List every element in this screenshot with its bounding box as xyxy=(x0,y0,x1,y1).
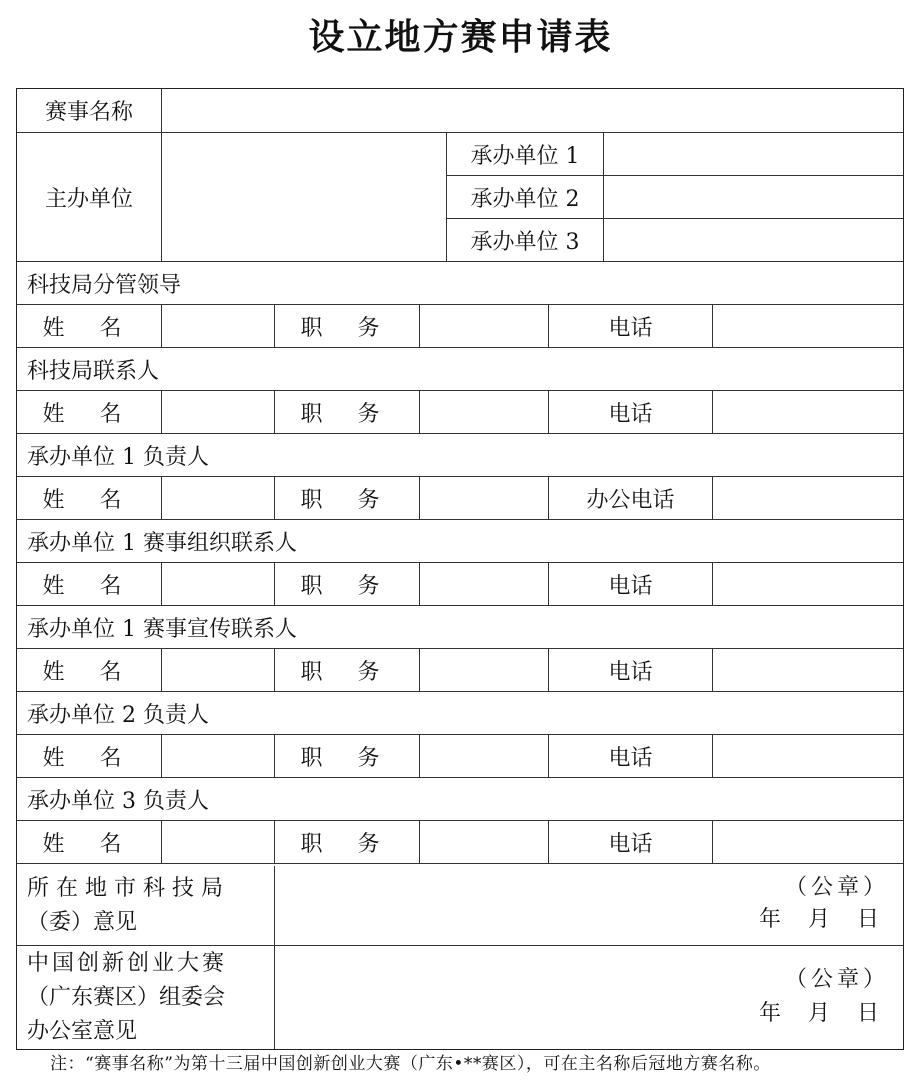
name-label: 姓 名 xyxy=(17,305,162,348)
opinion-1-line1: 所 在 地 市 科 技 局 xyxy=(27,875,223,901)
phone-field[interactable] xyxy=(713,305,903,348)
section-heading: 科技局联系人 xyxy=(17,348,903,391)
opinion-1-label xyxy=(17,866,275,946)
opinion-2-label xyxy=(17,946,275,1049)
name-label: 姓 名 xyxy=(17,735,162,778)
position-field[interactable] xyxy=(420,735,549,778)
name-field[interactable] xyxy=(162,821,275,864)
name-field[interactable] xyxy=(162,649,275,692)
phone-label: 电话 xyxy=(549,821,713,864)
organizer-2-field[interactable] xyxy=(604,176,903,219)
name-label: 姓 名 xyxy=(17,649,162,692)
name-label: 姓 名 xyxy=(17,391,162,434)
position-label: 职 务 xyxy=(275,649,420,692)
position-field[interactable] xyxy=(420,649,549,692)
opinion-2-seal: （公章） xyxy=(784,967,889,992)
opinion-2-date: 年 月 日 xyxy=(759,1001,889,1026)
section-heading: 承办单位 1 赛事宣传联系人 xyxy=(17,606,903,649)
name-label: 姓 名 xyxy=(17,821,162,864)
host-label: 主办单位 xyxy=(17,133,162,262)
name-label: 姓 名 xyxy=(17,563,162,606)
section-heading: 承办单位 3 负责人 xyxy=(17,778,903,821)
position-label: 职 务 xyxy=(275,305,420,348)
position-field[interactable] xyxy=(420,821,549,864)
phone-label: 电话 xyxy=(549,305,713,348)
phone-label: 电话 xyxy=(549,649,713,692)
name-field[interactable] xyxy=(162,305,275,348)
position-label: 职 务 xyxy=(275,735,420,778)
opinion-2-line1: 中国创新创业大赛 xyxy=(27,950,228,976)
opinion-2-line3: 办公室意见 xyxy=(27,1018,138,1044)
position-field[interactable] xyxy=(420,391,549,434)
position-label: 职 务 xyxy=(275,563,420,606)
phone-label: 办公电话 xyxy=(549,477,713,520)
phone-label: 电话 xyxy=(549,735,713,778)
name-field[interactable] xyxy=(162,391,275,434)
form-title: 设立地方赛申请表 xyxy=(308,17,613,58)
opinion-2-line2: （广东赛区）组委会 xyxy=(27,984,226,1010)
opinion-1-date: 年 月 日 xyxy=(759,907,889,932)
section-heading: 科技局分管领导 xyxy=(17,262,903,305)
name-field[interactable] xyxy=(162,563,275,606)
opinion-1-line2: （委）意见 xyxy=(27,909,138,935)
position-field[interactable] xyxy=(420,305,549,348)
phone-field[interactable] xyxy=(713,649,903,692)
phone-field[interactable] xyxy=(713,735,903,778)
event-name-field[interactable] xyxy=(162,89,903,133)
opinion-1-seal: （公章） xyxy=(784,875,889,900)
phone-label: 电话 xyxy=(549,563,713,606)
phone-field[interactable] xyxy=(713,563,903,606)
organizer-3-label: 承办单位 3 xyxy=(447,219,604,262)
name-label: 姓 名 xyxy=(17,477,162,520)
section-heading: 承办单位 1 负责人 xyxy=(17,434,903,477)
event-name-label: 赛事名称 xyxy=(17,89,162,133)
section-heading: 承办单位 2 负责人 xyxy=(17,692,903,735)
application-form xyxy=(16,88,904,1050)
name-field[interactable] xyxy=(162,477,275,520)
position-field[interactable] xyxy=(420,563,549,606)
organizer-1-label: 承办单位 1 xyxy=(447,133,604,176)
position-field[interactable] xyxy=(420,477,549,520)
phone-field[interactable] xyxy=(713,821,903,864)
organizer-3-field[interactable] xyxy=(604,219,903,262)
organizer-1-field[interactable] xyxy=(604,133,903,176)
host-field[interactable] xyxy=(162,133,447,262)
section-heading: 承办单位 1 赛事组织联系人 xyxy=(17,520,903,563)
organizer-2-label: 承办单位 2 xyxy=(447,176,604,219)
position-label: 职 务 xyxy=(275,391,420,434)
phone-field[interactable] xyxy=(713,391,903,434)
position-label: 职 务 xyxy=(275,477,420,520)
position-label: 职 务 xyxy=(275,821,420,864)
phone-field[interactable] xyxy=(713,477,903,520)
opinion-1-field[interactable] xyxy=(275,866,903,946)
footnote: 注：“赛事名称”为第十三届中国创新创业大赛（广东•**赛区），可在主名称后冠地方赛名称。 xyxy=(50,1054,771,1074)
opinion-2-field[interactable] xyxy=(275,946,903,1049)
name-field[interactable] xyxy=(162,735,275,778)
phone-label: 电话 xyxy=(549,391,713,434)
